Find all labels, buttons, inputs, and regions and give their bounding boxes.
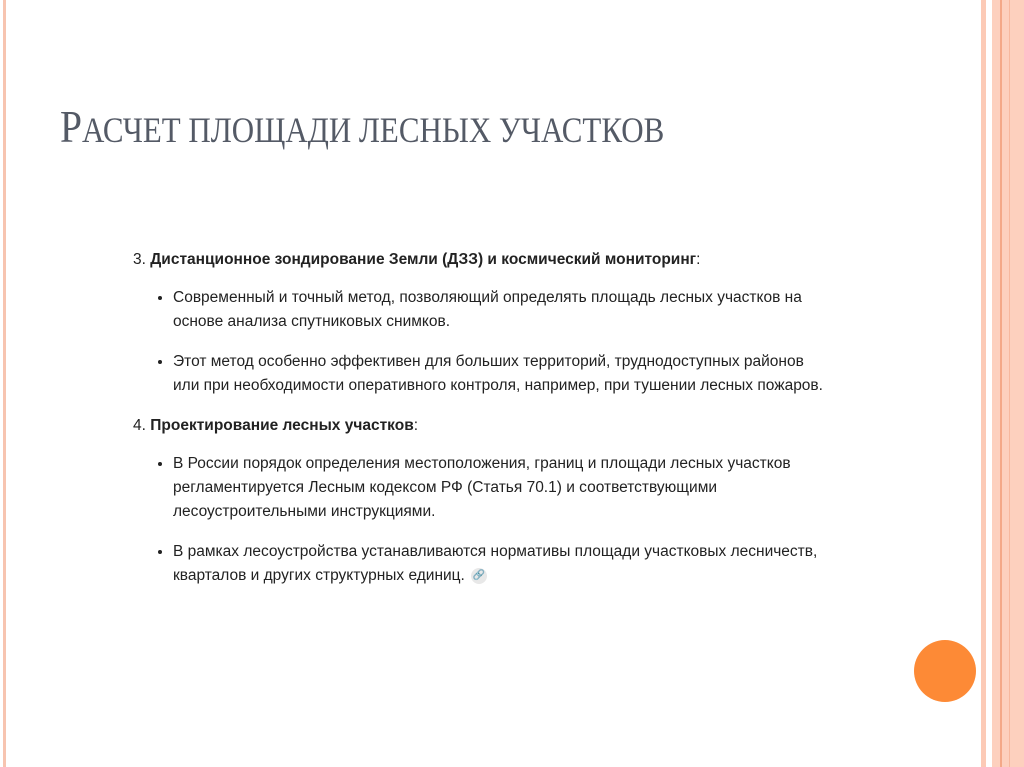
section-heading: 4. Проектирование лесных участков: <box>133 417 419 434</box>
list-item: • Этот метод особенно эффективен для больших территорий, труднодоступных районов или при необходимости оперативного контроля, например, при тушении лесных пожаров. <box>173 350 833 398</box>
list-item: • В России порядок определения местоположения, границ и площади лесных участков регламентируется Лесным кодексом РФ (Статья 70.1) и соответствующими лесоустроительными инструкциями. <box>173 452 833 524</box>
list-item: • Современный и точный метод, позволяющий определять площадь лесных участков на основе анализа спутниковых снимков. <box>173 286 833 334</box>
title-initial: Р <box>60 101 83 152</box>
decor-stripe <box>981 0 986 767</box>
link-icon[interactable]: 🔗 <box>471 568 487 584</box>
section-heading: 3. Дистанционное зондирование Земли (ДЗЗ) и космический мониторинг: <box>133 251 701 268</box>
slide-title <box>60 100 664 153</box>
bullet-list <box>133 286 833 398</box>
decor-line <box>1009 0 1010 767</box>
title-rest: АСЧЕТ ПЛОЩАДИ ЛЕСНЫХ УЧАСТКОВ <box>82 110 665 150</box>
list-item: • В рамках лесоустройства устанавливаются нормативы площади участковых лесничеств, кварталов и других структурных единиц. 🔗 <box>173 540 833 588</box>
decor-stripe-wide <box>992 0 1024 767</box>
left-border <box>3 0 6 767</box>
orange-circle <box>914 640 976 702</box>
decor-line <box>1000 0 1002 767</box>
slide-content <box>133 248 833 604</box>
bullet-list <box>133 452 833 588</box>
